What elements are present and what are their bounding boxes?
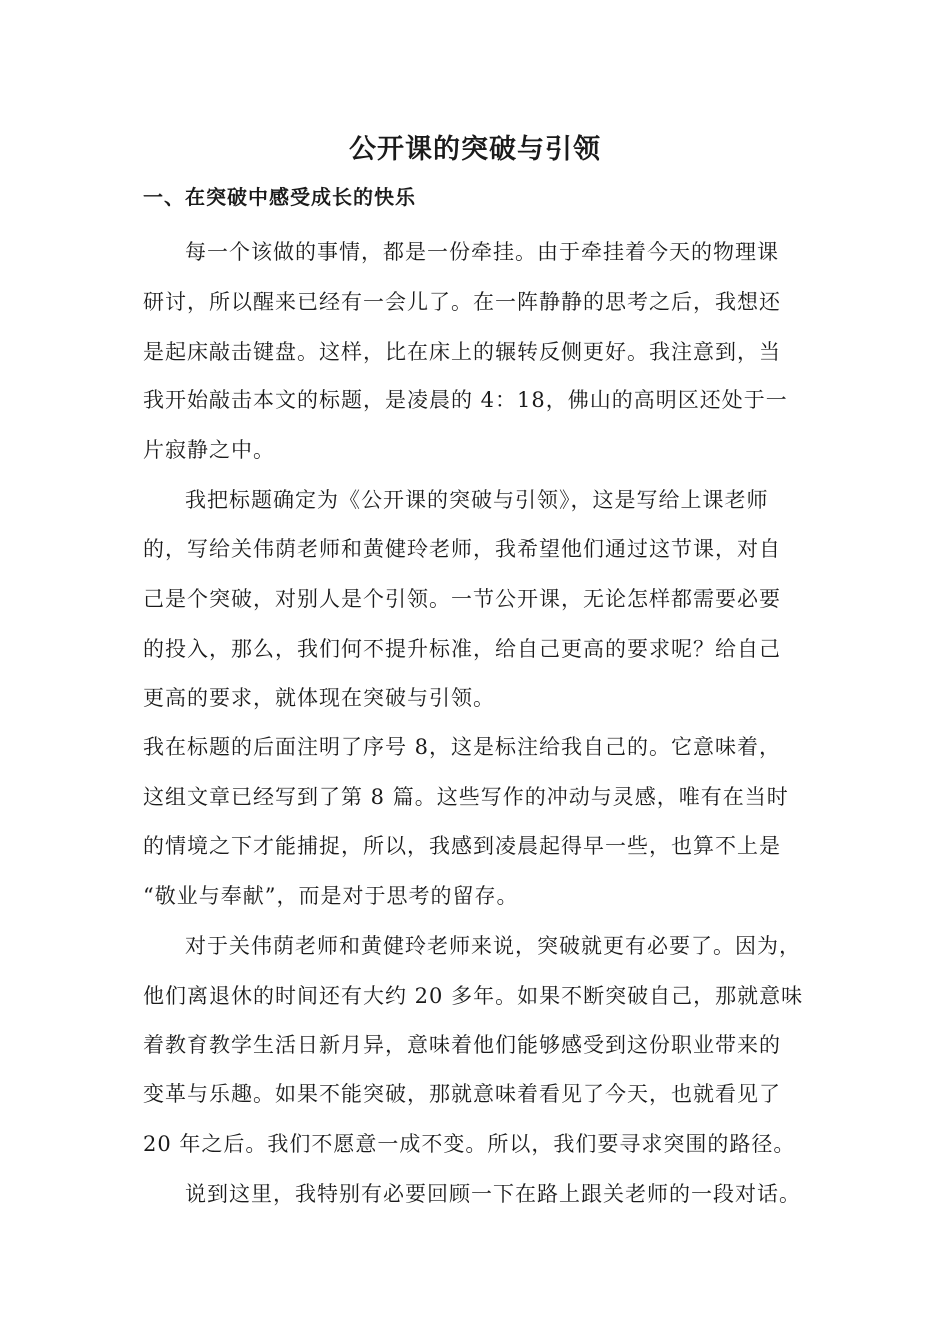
paragraph-line: 对于关伟荫老师和黄健玲老师来说，突破就更有必要了。因为， [185,934,801,958]
paragraph-line: 我开始敲击本文的标题，是凌晨的 4：18，佛山的高明区还处于一 [143,388,788,412]
paragraph-line: 他们离退休的时间还有大约 20 多年。如果不断突破自己，那就意味 [143,984,804,1008]
paragraph-line: 更高的要求，就体现在突破与引领。 [143,686,495,710]
paragraph-line: 我在标题的后面注明了序号 8，这是标注给我自己的。它意味着， [143,735,782,759]
paragraph-line: 的投入，那么，我们何不提升标准，给自己更高的要求呢？给自己 [143,637,781,661]
paragraph-line: 片寂静之中。 [143,438,275,462]
paragraph-line: 研讨，所以醒来已经有一会儿了。在一阵静静的思考之后，我想还 [143,290,781,314]
paragraph-line: 变革与乐趣。如果不能突破，那就意味着看见了今天，也就看见了 [143,1082,781,1106]
paragraph-line: 着教育教学生活日新月异，意味着他们能够感受到这份职业带来的 [143,1033,781,1057]
paragraph-line: 说到这里，我特别有必要回顾一下在路上跟关老师的一段对话。 [185,1182,801,1206]
paragraph-line: 这组文章已经写到了第 8 篇。这些写作的冲动与灵感，唯有在当时 [143,785,789,809]
paragraph-line: 20 年之后。我们不愿意一成不变。所以，我们要寻求突围的路径。 [143,1132,796,1156]
paragraph-line: 我把标题确定为《公开课的突破与引领》，这是写给上课老师 [185,488,769,512]
section-heading: 一、在突破中感受成长的快乐 [143,185,416,209]
paragraph-line: 的，写给关伟荫老师和黄健玲老师，我希望他们通过这节课，对自 [143,537,781,561]
paragraph-line: 己是个突破，对别人是个引领。一节公开课，无论怎样都需要必要 [143,587,781,611]
paragraph-line: 的情境之下才能捕捉，所以，我感到凌晨起得早一些，也算不上是 [143,834,781,858]
paragraph-line: 每一个该做的事情，都是一份牵挂。由于牵挂着今天的物理课 [185,240,779,264]
document-title: 公开课的突破与引领 [349,134,601,165]
paragraph-line: “敬业与奉献”，而是对于思考的留存。 [143,884,519,908]
paragraph-line: 是起床敲击键盘。这样，比在床上的辗转反侧更好。我注意到，当 [143,340,781,364]
